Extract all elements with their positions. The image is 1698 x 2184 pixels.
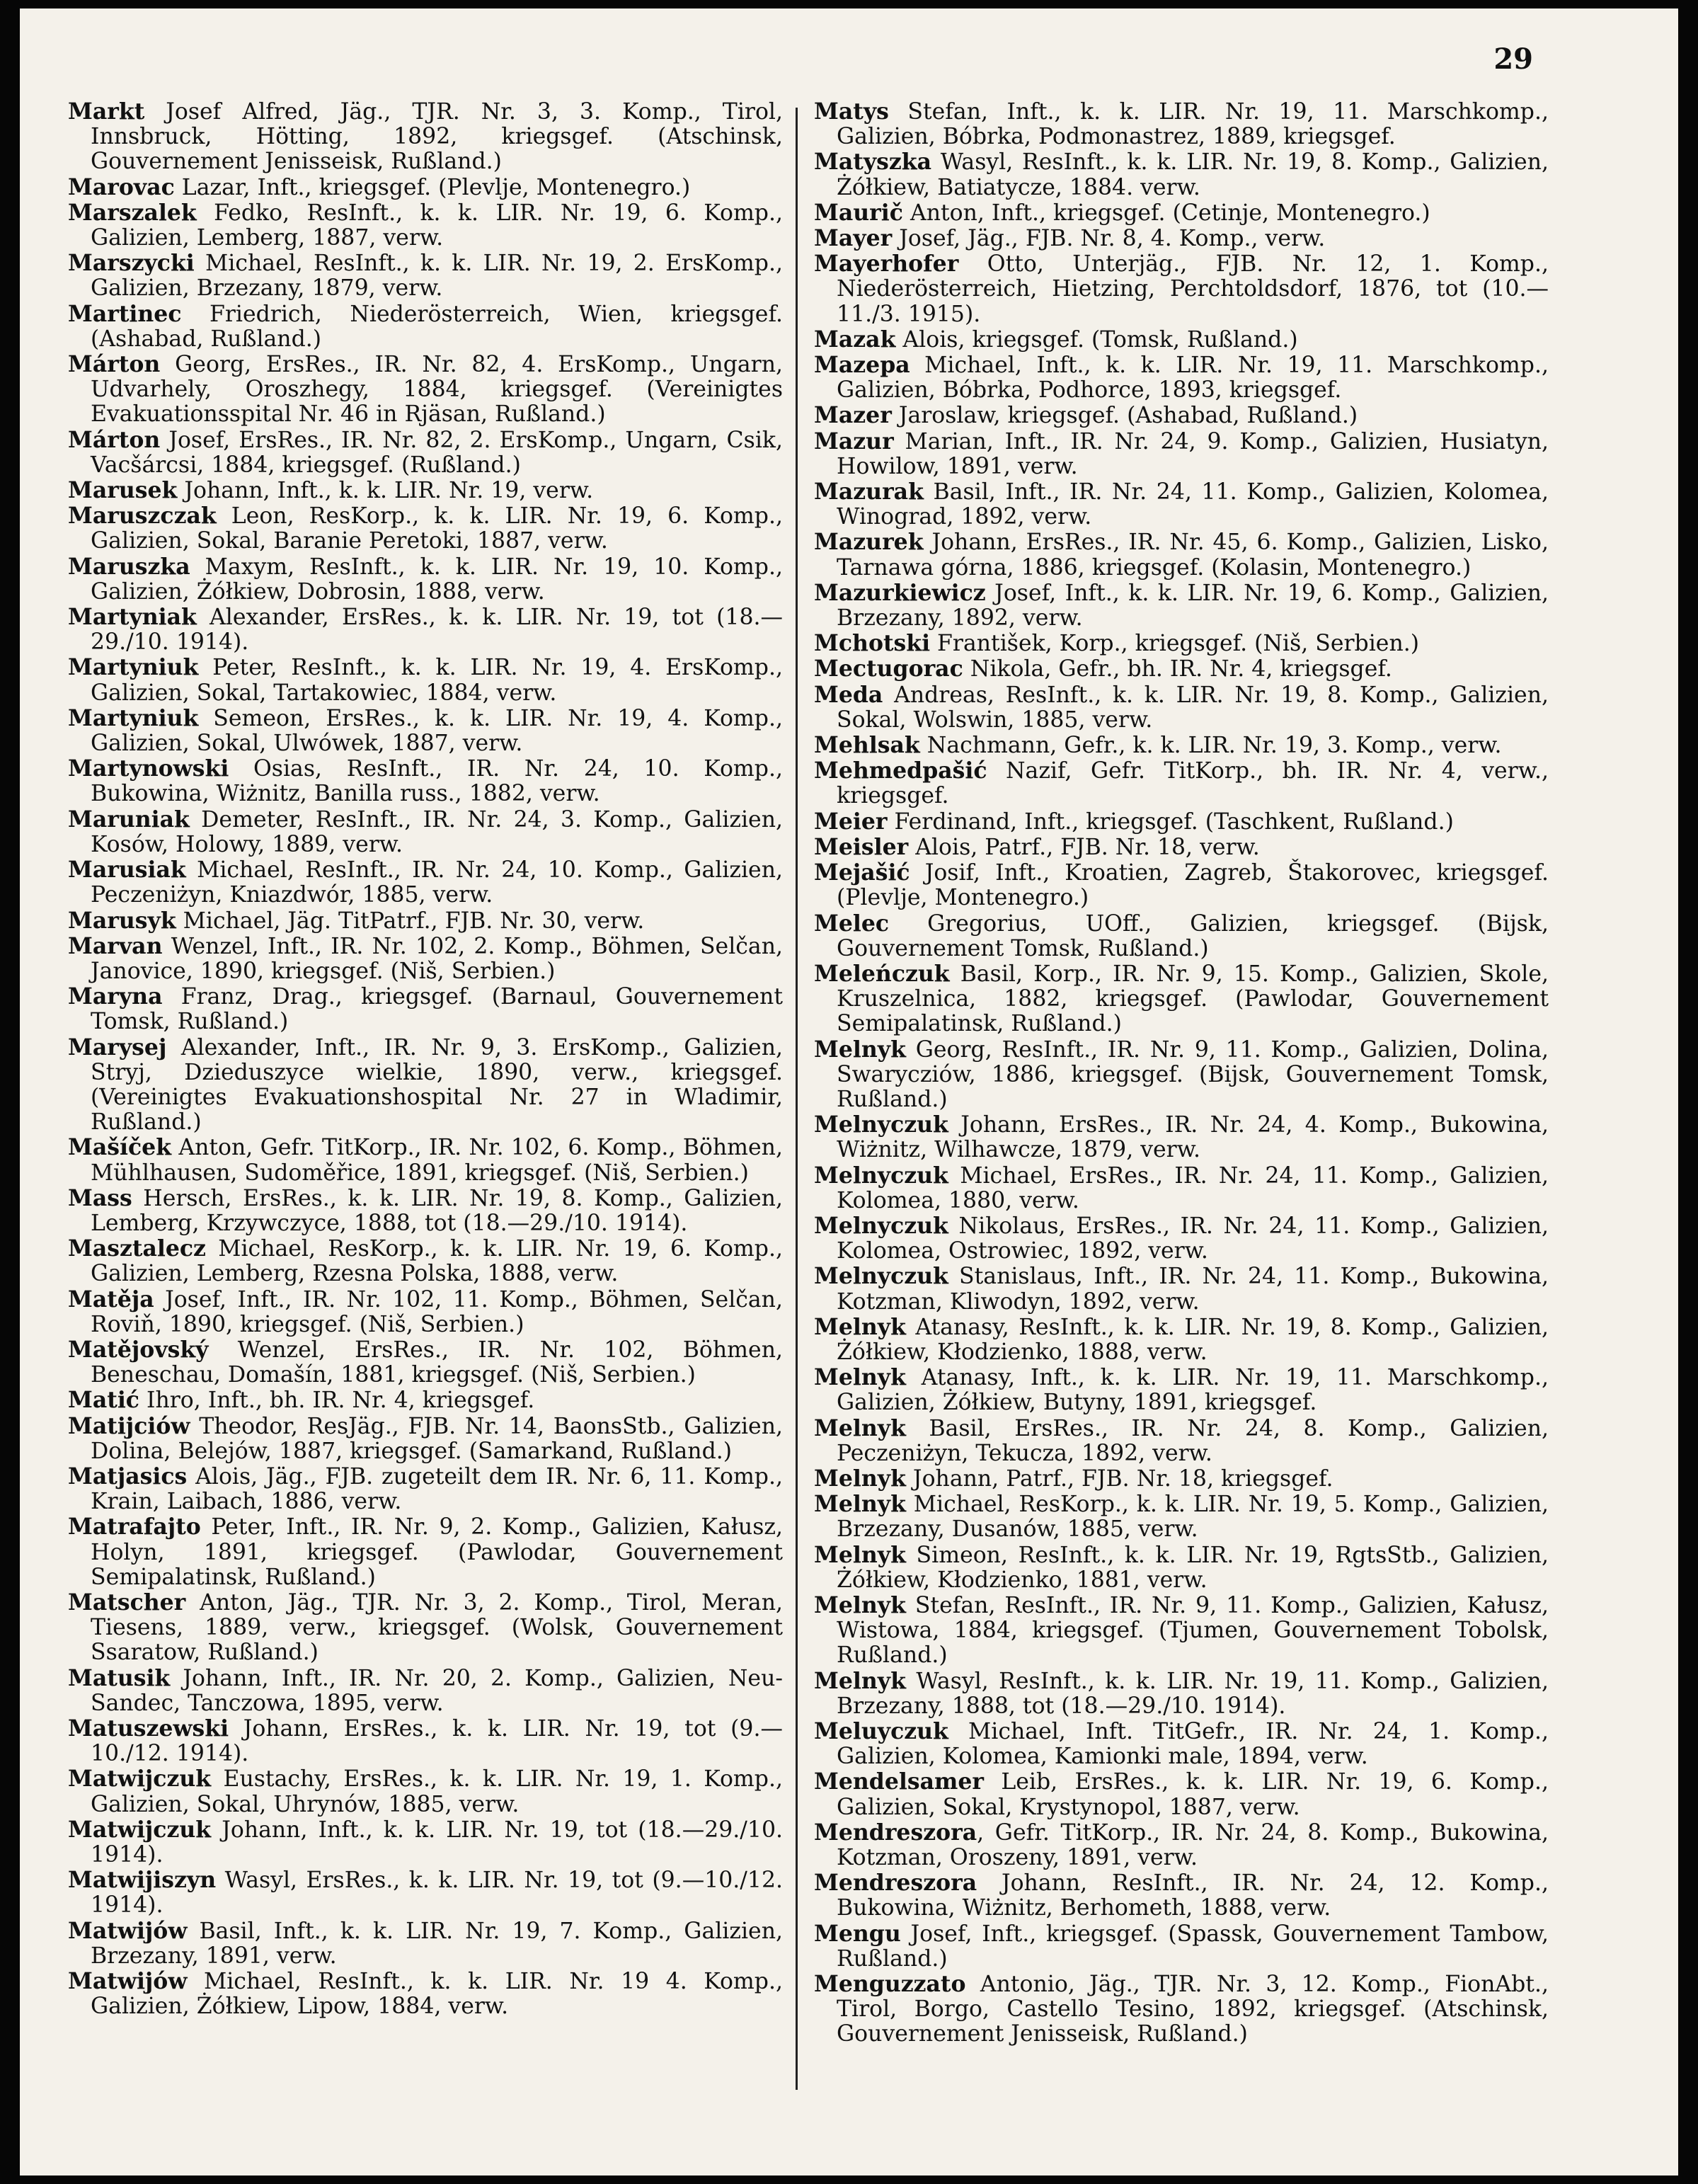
entry-details: Franz, Drag., kriegsgef. (Barnaul, Gouvernement Tomsk, Rußland.) xyxy=(91,984,783,1035)
entry-details: Johann, ErsRes., k. k. LIR. Nr. 19, tot (9.—10./12. 1914). xyxy=(91,1716,783,1767)
entry-surname: Meier xyxy=(814,808,888,835)
register-entry xyxy=(814,1112,1549,1162)
entry-surname: Meleńczuk xyxy=(814,960,950,987)
register-entry xyxy=(68,175,783,200)
document-page xyxy=(20,8,1678,2176)
register-entry xyxy=(68,1236,783,1286)
register-entry xyxy=(68,554,783,605)
register-entry xyxy=(814,1416,1549,1466)
register-entry xyxy=(68,908,783,934)
entry-details: Wenzel, Inft., IR. Nr. 102, 2. Komp., Böhmen, Selčan, Janovice, 1890, kriegsgef. (Niš, Serbien.) xyxy=(91,933,783,984)
register-entry xyxy=(68,807,783,857)
entry-surname: Matrafajto xyxy=(68,1514,201,1540)
entry-surname: Matwijiszyn xyxy=(68,1867,217,1894)
register-entry xyxy=(814,149,1549,200)
entry-details: Simeon, ResInft., k. k. LIR. Nr. 19, RgtsStb., Galizien, Żółkiew, Kłodzienko, 1881, verw. xyxy=(837,1542,1549,1593)
register-entry xyxy=(68,1287,783,1337)
register-entry xyxy=(68,1666,783,1716)
entry-surname: Matjasics xyxy=(68,1463,188,1490)
entry-surname: Melnyczuk xyxy=(814,1212,948,1239)
register-entry xyxy=(68,503,783,554)
register-entry xyxy=(68,1464,783,1514)
entry-surname: Maurič xyxy=(814,199,903,226)
entry-surname: Masztalecz xyxy=(68,1235,206,1262)
entry-surname: Matwijczuk xyxy=(68,1816,212,1843)
register-entry xyxy=(814,631,1549,656)
entry-surname: Meda xyxy=(814,681,883,708)
entry-details: Atanasy, Inft., k. k. LIR. Nr. 19, 11. Marschkomp., Galizien, Żółkiew, Butyny, 1891, kriegsgef. xyxy=(837,1365,1549,1416)
entry-surname: Mass xyxy=(68,1184,132,1211)
entry-details: Josef, Inft., IR. Nr. 102, 11. Komp., Böhmen, Selčan, Roviň, 1890, kriegsgef. (Niš, Serbien.) xyxy=(91,1286,783,1337)
register-entry xyxy=(68,1035,783,1136)
entry-surname: Marszalek xyxy=(68,199,197,226)
entry-details: Nikola, Gefr., bh. IR. Nr. 4, kriegsgef. xyxy=(963,656,1392,682)
register-entry xyxy=(814,403,1549,428)
entry-details: František, Korp., kriegsgef. (Niš, Serbien.) xyxy=(930,631,1420,657)
register-entry xyxy=(68,251,783,301)
entry-details: Michael, ErsRes., IR. Nr. 24, 11. Komp., Galizien, Kolomea, 1880, verw. xyxy=(837,1162,1549,1213)
entry-surname: Maryna xyxy=(68,983,163,1010)
register-entry xyxy=(814,1163,1549,1213)
entry-details: , Gefr. TitKorp., IR. Nr. 24, 8. Komp., Bukowina, Kotzman, Oroszeny, 1891, verw. xyxy=(837,1819,1549,1871)
entry-details: Johann, ResInft., IR. Nr. 24, 12. Komp., Bukowina, Wiżnitz, Berhometh, 1888, verw. xyxy=(837,1870,1549,1921)
entry-details: Antonio, Jäg., TJR. Nr. 3, 12. Komp., FionAbt., Tirol, Borgo, Castello Tesino, 1892, kriegsgef. (Atschinsk, Gouvernement Jenisseisk, Rußland.) xyxy=(837,1972,1549,2047)
entry-details: Jaroslaw, kriegsgef. (Ashabad, Rußland.) xyxy=(891,403,1358,429)
entry-surname: Matijciów xyxy=(68,1412,190,1439)
entry-surname: Mayerhofer xyxy=(814,251,959,278)
entry-details: Peter, Inft., IR. Nr. 9, 2. Komp., Galizien, Kałusz, Holyn, 1891, kriegsgef. (Pawlodar, Gouvernement Semipalatinsk, Rußland.) xyxy=(91,1514,783,1590)
entry-details: Leib, ErsRes., k. k. LIR. Nr. 19, 6. Komp., Galizien, Sokal, Krystynopol, 1887, verw. xyxy=(837,1769,1549,1820)
entry-details: Otto, Unterjäg., FJB. Nr. 12, 1. Komp., Niederösterreich, Hietzing, Perchtoldsdorf, 1876, tot (10.—11./3. 1915). xyxy=(837,251,1549,327)
register-entry xyxy=(814,581,1549,631)
entry-details: Michael, Jäg. TitPatrf., FJB. Nr. 30, verw. xyxy=(176,908,645,934)
entry-details: Johann, Patrf., FJB. Nr. 18, kriegsgef. xyxy=(905,1465,1333,1492)
entry-surname: Mendreszora xyxy=(814,1870,977,1897)
entry-details: Johann, Inft., IR. Nr. 20, 2. Komp., Galizien, Neu-Sandec, Tanczowa, 1895, verw. xyxy=(91,1665,783,1716)
right-column xyxy=(814,99,1549,2047)
entry-details: Josef, ErsRes., IR. Nr. 82, 2. ErsKomp., Ungarn, Csik, Vacšárcsi, 1884, kriegsgef. (Rußland.) xyxy=(91,427,783,478)
register-entry xyxy=(814,656,1549,682)
left-column xyxy=(68,99,783,2019)
entry-surname: Melnyczuk xyxy=(814,1111,948,1138)
entry-surname: Martyniuk xyxy=(68,704,199,731)
register-entry xyxy=(68,1514,783,1590)
register-entry xyxy=(814,1315,1549,1365)
entry-details: Alois, Jäg., FJB. zugeteilt dem IR. Nr. 6, 11. Komp., Krain, Laibach, 1886, verw. xyxy=(91,1463,783,1515)
register-entry xyxy=(814,1921,1549,1972)
entry-surname: Marusyk xyxy=(68,907,176,934)
register-entry xyxy=(68,655,783,705)
entry-surname: Marysej xyxy=(68,1034,167,1060)
entry-surname: Mazurkiewicz xyxy=(814,579,986,606)
entry-surname: Marovac xyxy=(68,173,175,200)
entry-surname: Melnyczuk xyxy=(814,1263,948,1290)
entry-surname: Matěja xyxy=(68,1286,154,1313)
entry-surname: Melnyk xyxy=(814,1465,906,1492)
entry-details: Johann, Inft., k. k. LIR. Nr. 19, verw. xyxy=(177,478,594,504)
entry-details: Michael, ResInft., k. k. LIR. Nr. 19, 2. ErsKomp., Galizien, Brzezany, 1879, verw. xyxy=(91,251,783,302)
entry-surname: Maruniak xyxy=(68,806,190,833)
entry-surname: Mendreszora xyxy=(814,1819,977,1846)
entry-details: Michael, ResInft., IR. Nr. 24, 10. Komp., Galizien, Peczeniżyn, Kniazdwór, 1885, verw. xyxy=(91,857,783,908)
entry-surname: Marvan xyxy=(68,932,163,959)
entry-details: Michael, ResKorp., k. k. LIR. Nr. 19, 6. Komp., Galizien, Lemberg, Rzesna Polska, 1888, verw. xyxy=(91,1236,783,1287)
register-entry xyxy=(814,809,1549,835)
entry-details: Nachmann, Gefr., k. k. LIR. Nr. 19, 3. Komp., verw. xyxy=(919,733,1502,759)
entry-surname: Mayer xyxy=(814,225,893,252)
register-entry xyxy=(814,682,1549,733)
entry-details: Johann, Inft., k. k. LIR. Nr. 19, tot (18.—29./10. 1914). xyxy=(91,1817,783,1868)
register-entry xyxy=(68,857,783,908)
entry-details: Josef, Inft., k. k. LIR. Nr. 19, 6. Komp., Galizien, Brzezany, 1892, verw. xyxy=(837,580,1549,631)
register-entry xyxy=(68,428,783,478)
register-entry xyxy=(814,911,1549,961)
register-entry xyxy=(68,1186,783,1236)
register-entry xyxy=(68,756,783,806)
entry-surname: Mazur xyxy=(814,428,894,454)
entry-details: Ferdinand, Inft., kriegsgef. (Taschkent, Rußland.) xyxy=(887,808,1454,835)
entry-surname: Mazak xyxy=(814,326,896,353)
register-entry xyxy=(68,1388,783,1413)
entry-details: Marian, Inft., IR. Nr. 24, 9. Komp., Galizien, Husiatyn, Howilow, 1891, verw. xyxy=(837,428,1549,479)
entry-details: Basil, ErsRes., IR. Nr. 24, 8. Komp., Galizien, Peczeniżyn, Tekucza, 1892, verw. xyxy=(837,1415,1549,1466)
entry-details: Basil, Inft., k. k. LIR. Nr. 19, 7. Komp., Galizien, Brzezany, 1891, verw. xyxy=(91,1918,783,1969)
register-entry xyxy=(814,200,1549,226)
entry-details: Josef, Inft., kriegsgef. (Spassk, Gouvernement Tambow, Rußland.) xyxy=(837,1921,1549,1972)
register-entry xyxy=(68,934,783,984)
entry-surname: Martyniuk xyxy=(68,654,199,681)
entry-surname: Matscher xyxy=(68,1589,186,1616)
register-entry xyxy=(814,1769,1549,1819)
register-entry xyxy=(814,1820,1549,1870)
entry-details: Basil, Inft., IR. Nr. 24, 11. Komp., Galizien, Kolomea, Winograd, 1892, verw. xyxy=(837,479,1549,530)
entry-details: Eustachy, ErsRes., k. k. LIR. Nr. 19, 1. Komp., Galizien, Sokal, Uhrynów, 1885, verw. xyxy=(91,1766,783,1817)
entry-surname: Martinec xyxy=(68,300,182,327)
register-entry xyxy=(68,200,783,251)
entry-surname: Matwijczuk xyxy=(68,1766,212,1793)
register-entry xyxy=(68,984,783,1034)
entry-details: Hersch, ErsRes., k. k. LIR. Nr. 19, 8. Komp., Galizien, Lemberg, Krzywczyce, 1888, tot (18.—29./10. 1914). xyxy=(91,1185,783,1236)
entry-details: Semeon, ErsRes., k. k. LIR. Nr. 19, 4. Komp., Galizien, Sokal, Ulwówek, 1887, verw. xyxy=(91,705,783,757)
entry-details: Atanasy, ResInft., k. k. LIR. Nr. 19, 8. Komp., Galizien, Żółkiew, Kłodzienko, 1888, verw. xyxy=(837,1314,1549,1365)
register-entry xyxy=(814,1466,1549,1492)
entry-details: Friedrich, Niederösterreich, Wien, kriegsgef. (Ashabad, Rußland.) xyxy=(91,301,783,352)
entry-surname: Melec xyxy=(814,910,890,937)
register-entry xyxy=(814,1593,1549,1669)
register-entry xyxy=(814,1264,1549,1314)
page-number: 29 xyxy=(1493,42,1533,76)
entry-surname: Marszycki xyxy=(68,250,195,277)
entry-surname: Melnyk xyxy=(814,1364,906,1391)
entry-surname: Melnyk xyxy=(814,1036,906,1063)
register-entry xyxy=(68,1414,783,1464)
entry-details: Anton, Inft., kriegsgef. (Cetinje, Montenegro.) xyxy=(902,200,1430,226)
register-entry xyxy=(814,1213,1549,1264)
register-entry xyxy=(814,1870,1549,1921)
entry-details: Michael, ResKorp., k. k. LIR. Nr. 19, 5. Komp., Galizien, Brzezany, Dusanów, 1885, verw. xyxy=(837,1492,1549,1543)
entry-details: Anton, Gefr. TitKorp., IR. Nr. 102, 6. Komp., Böhmen, Mühlhausen, Sudoměřice, 1891, kriegsgef. (Niš, Serbien.) xyxy=(91,1135,783,1186)
register-entry xyxy=(68,706,783,756)
entry-surname: Marusek xyxy=(68,477,178,504)
entry-surname: Matuszewski xyxy=(68,1715,229,1742)
register-entry xyxy=(68,1969,783,2019)
entry-surname: Mazurek xyxy=(814,529,924,556)
entry-details: Josif, Inft., Kroatien, Zagreb, Štakorovec, kriegsgef. (Plevlje, Montenegro.) xyxy=(837,860,1549,911)
entry-details: Fedko, ResInft., k. k. LIR. Nr. 19, 6. Komp., Galizien, Lemberg, 1887, verw. xyxy=(91,200,783,251)
register-entry xyxy=(68,1716,783,1766)
entry-surname: Márton xyxy=(68,426,161,453)
entry-details: Stefan, Inft., k. k. LIR. Nr. 19, 11. Marschkomp., Galizien, Bóbrka, Podmonastrez, 1889, kriegsgef. xyxy=(837,99,1549,150)
entry-surname: Melnyk xyxy=(814,1541,906,1568)
entry-details: Alois, kriegsgef. (Tomsk, Rußland.) xyxy=(895,326,1298,353)
entry-details: Josef, Jäg., FJB. Nr. 8, 4. Komp., verw. xyxy=(892,226,1326,252)
entry-surname: Mašíček xyxy=(68,1134,172,1161)
entry-details: Peter, ResInft., k. k. LIR. Nr. 19, 4. ErsKomp., Galizien, Sokal, Tartakowiec, 1884, verw. xyxy=(91,655,783,706)
register-entry xyxy=(814,961,1549,1037)
entry-details: Alexander, ErsRes., k. k. LIR. Nr. 19, tot (18.—29./10. 1914). xyxy=(91,605,783,656)
entry-surname: Markt xyxy=(68,98,145,125)
entry-surname: Melnyk xyxy=(814,1414,906,1441)
entry-surname: Melnyk xyxy=(814,1313,906,1340)
entry-details: Josef Alfred, Jäg., TJR. Nr. 3, 3. Komp., Tirol, Innsbruck, Hötting, 1892, kriegsgef. (Atschinsk, Gouvernement Jenisseisk, Rußland.) xyxy=(91,99,783,175)
entry-surname: Melnyk xyxy=(814,1491,906,1518)
register-entry xyxy=(814,353,1549,403)
register-entry xyxy=(68,1590,783,1666)
entry-details: Osias, ResInft., IR. Nr. 24, 10. Komp., Bukowina, Wiżnitz, Banilla russ., 1882, verw. xyxy=(91,756,783,807)
entry-details: Anton, Jäg., TJR. Nr. 3, 2. Komp., Tirol, Meran, Tiesens, 1889, verw., kriegsgef. (Wolsk, Gouvernement Ssaratow, Rußland.) xyxy=(91,1589,783,1666)
entry-details: Michael, ResInft., k. k. LIR. Nr. 19 4. Komp., Galizien, Żółkiew, Lipow, 1884, verw. xyxy=(91,1969,783,2020)
register-entry xyxy=(68,1135,783,1185)
register-entry xyxy=(68,99,783,175)
register-entry xyxy=(814,1037,1549,1113)
entry-details: Lazar, Inft., kriegsgef. (Plevlje, Montenegro.) xyxy=(174,174,691,200)
entry-details: Georg, ErsRes., IR. Nr. 82, 4. ErsKomp., Ungarn, Udvarhely, Oroszhegy, 1884, kriegsgef. (Vereinigtes Evakuationsspital Nr. 46 in Rjäsan, Rußland.) xyxy=(91,352,783,428)
entry-surname: Mectugorac xyxy=(814,656,963,682)
entry-surname: Mengu xyxy=(814,1920,901,1947)
entry-details: Wasyl, ErsRes., k. k. LIR. Nr. 19, tot (9.—10./12. 1914). xyxy=(91,1868,783,1919)
entry-surname: Meisler xyxy=(814,833,909,860)
entry-surname: Mendelsamer xyxy=(814,1768,984,1795)
entry-surname: Mazurak xyxy=(814,479,924,505)
entry-details: Alexander, Inft., IR. Nr. 9, 3. ErsKomp., Galizien, Stryj, Dzieduszyce wielkie, 1890, verw., kriegsgef. (Vereinigtes Evakuationshospital Nr. 27 in Wladimir, Rußland.) xyxy=(91,1034,783,1136)
entry-details: Michael, Inft., k. k. LIR. Nr. 19, 11. Marschkomp., Galizien, Bóbrka, Podhorce, 1893, kriegsgef. xyxy=(837,353,1549,404)
register-entry xyxy=(814,1365,1549,1415)
entry-details: Johann, ErsRes., IR. Nr. 24, 4. Komp., Bukowina, Wiżnitz, Wilhawcze, 1879, verw. xyxy=(837,1112,1549,1163)
register-entry xyxy=(814,1543,1549,1593)
register-entry xyxy=(68,302,783,352)
entry-details: Nazif, Gefr. TitKorp., bh. IR. Nr. 4, verw., kriegsgef. xyxy=(837,758,1549,809)
entry-details: Ihro, Inft., bh. IR. Nr. 4, kriegsgef. xyxy=(139,1388,535,1414)
register-entry xyxy=(814,1719,1549,1769)
entry-surname: Matić xyxy=(68,1387,139,1414)
register-entry xyxy=(814,733,1549,758)
entry-surname: Mehlsak xyxy=(814,732,920,759)
entry-surname: Matusik xyxy=(68,1664,171,1691)
register-entry xyxy=(814,530,1549,580)
entry-details: Stefan, ResInft., IR. Nr. 9, 11. Komp., Galizien, Kałusz, Wistowa, 1884, kriegsgef. (Tjumen, Gouvernement Tobolsk, Rußland.) xyxy=(837,1592,1549,1669)
entry-surname: Márton xyxy=(68,351,161,378)
register-entry xyxy=(814,327,1549,353)
entry-surname: Maruszka xyxy=(68,553,190,580)
register-entry xyxy=(814,226,1549,251)
entry-details: Georg, ResInft., IR. Nr. 9, 11. Komp., Galizien, Dolina, Swarycziów, 1886, kriegsgef. (Bijsk, Gouvernement Tomsk, Rußland.) xyxy=(837,1036,1549,1112)
register-entry xyxy=(68,1817,783,1868)
column-divider xyxy=(796,108,798,2090)
register-entry xyxy=(814,251,1549,327)
register-entry xyxy=(814,1492,1549,1542)
entry-details: Wasyl, ResInft., k. k. LIR. Nr. 19, 8. Komp., Galizien, Żółkiew, Batiatycze, 1884. verw. xyxy=(837,149,1549,200)
entry-surname: Matwijów xyxy=(68,1968,188,1995)
entry-surname: Martynowski xyxy=(68,755,229,782)
entry-details: Johann, ErsRes., IR. Nr. 45, 6. Komp., Galizien, Lisko, Tarnawa górna, 1886, kriegsgef. (Kolasin, Montenegro.) xyxy=(837,530,1549,581)
register-entry xyxy=(68,478,783,503)
entry-surname: Meluyczuk xyxy=(814,1718,948,1744)
entry-surname: Melnyczuk xyxy=(814,1162,948,1189)
register-entry xyxy=(814,99,1549,149)
entry-surname: Mejašić xyxy=(814,859,910,886)
entry-details: Demeter, ResInft., IR. Nr. 24, 3. Komp., Galizien, Kosów, Holowy, 1889, verw. xyxy=(91,806,783,857)
entry-surname: Mehmedpašić xyxy=(814,757,987,784)
register-entry xyxy=(814,1669,1549,1719)
entry-surname: Matys xyxy=(814,98,889,125)
entry-surname: Mchotski xyxy=(814,630,931,657)
entry-details: Stanislaus, Inft., IR. Nr. 24, 11. Komp., Bukowina, Kotzman, Kliwodyn, 1892, verw. xyxy=(837,1264,1549,1315)
entry-details: Wenzel, ErsRes., IR. Nr. 102, Böhmen, Beneschau, Domašín, 1881, kriegsgef. (Niš, Serbien.) xyxy=(91,1337,783,1388)
entry-surname: Mazepa xyxy=(814,352,910,379)
register-entry xyxy=(814,758,1549,808)
register-entry xyxy=(68,1337,783,1388)
register-entry xyxy=(814,835,1549,860)
register-entry xyxy=(68,1868,783,1918)
register-entry xyxy=(814,860,1549,910)
entry-details: Michael, Inft. TitGefr., IR. Nr. 24, 1. Komp., Galizien, Kolomea, Kamionki male, 1894, verw. xyxy=(837,1719,1549,1770)
register-entry xyxy=(68,1919,783,1969)
register-entry xyxy=(814,479,1549,530)
entry-surname: Melnyk xyxy=(814,1591,906,1618)
register-entry xyxy=(68,352,783,428)
entry-surname: Mazer xyxy=(814,402,892,429)
entry-details: Gregorius, UOff., Galizien, kriegsgef. (Bijsk, Gouvernement Tomsk, Rußland.) xyxy=(837,910,1549,961)
entry-details: Theodor, ResJäg., FJB. Nr. 14, BaonsStb., Galizien, Dolina, Belejów, 1887, kriegsgef. (Samarkand, Rußland.) xyxy=(91,1413,783,1464)
entry-surname: Matwijów xyxy=(68,1917,188,1944)
entry-details: Nikolaus, ErsRes., IR. Nr. 24, 11. Komp., Galizien, Kolomea, Ostrowiec, 1892, verw. xyxy=(837,1213,1549,1264)
entry-details: Wasyl, ResInft., k. k. LIR. Nr. 19, 11. Komp., Galizien, Brzezany, 1888, tot (18.—29./10. 1914). xyxy=(837,1668,1549,1719)
entry-details: Basil, Korp., IR. Nr. 9, 15. Komp., Galizien, Skole, Kruszelnica, 1882, kriegsgef. (Pawlodar, Gouvernement Semipalatinsk, Rußland.) xyxy=(837,961,1549,1037)
register-entry xyxy=(68,1766,783,1817)
entry-details: Maxym, ResInft., k. k. LIR. Nr. 19, 10. Komp., Galizien, Żółkiew, Dobrosin, 1888, verw. xyxy=(91,554,783,605)
entry-surname: Maruszczak xyxy=(68,503,217,530)
register-entry xyxy=(68,605,783,655)
entry-details: Leon, ResKorp., k. k. LIR. Nr. 19, 6. Komp., Galizien, Sokal, Baranie Peretoki, 1887, verw. xyxy=(91,503,783,554)
register-entry xyxy=(814,429,1549,479)
entry-surname: Marusiak xyxy=(68,857,186,884)
entry-surname: Martyniak xyxy=(68,604,197,631)
entry-details: Andreas, ResInft., k. k. LIR. Nr. 19, 8. Komp., Galizien, Sokal, Wolswin, 1885, verw. xyxy=(837,682,1549,733)
entry-surname: Matějovský xyxy=(68,1336,209,1363)
entry-surname: Melnyk xyxy=(814,1667,906,1694)
entry-surname: Menguzzato xyxy=(814,1971,966,1998)
register-entry xyxy=(814,1972,1549,2047)
entry-surname: Matyszka xyxy=(814,149,931,176)
entry-details: Alois, Patrf., FJB. Nr. 18, verw. xyxy=(908,834,1260,860)
